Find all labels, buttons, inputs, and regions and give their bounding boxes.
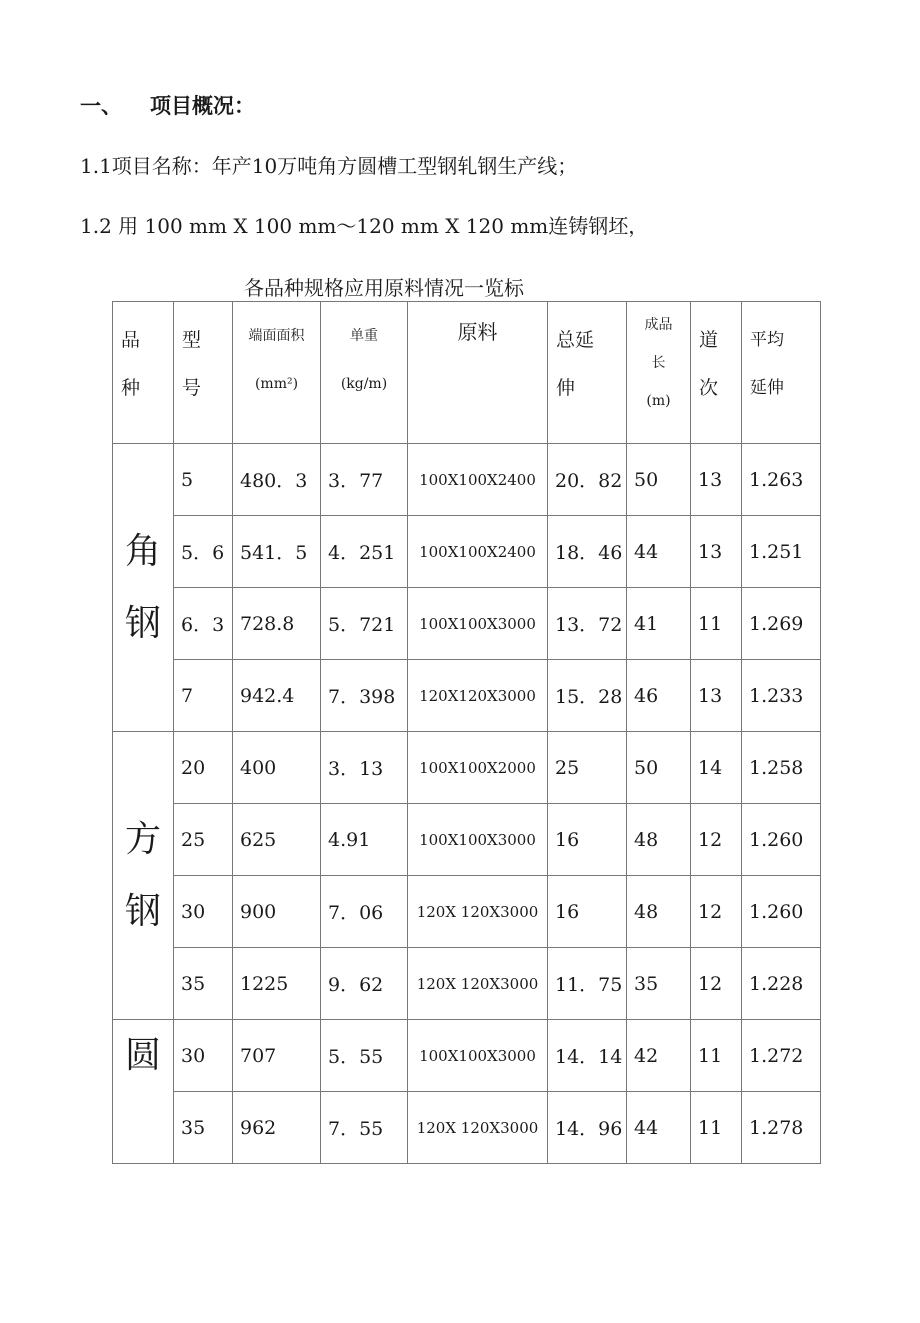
passes-cell: 13 [691,660,742,732]
table-row [113,444,821,516]
avg-elongation-cell: 1.278 [742,1092,821,1164]
area-cell: 1225 [233,948,321,1020]
table-row [113,804,821,876]
total-elongation-cell: 15．28 [548,660,627,732]
weight-cell: 3．13 [321,732,408,804]
length-cell: 50 [627,444,691,516]
weight-cell: 5．55 [321,1020,408,1092]
length-cell: 35 [627,948,691,1020]
total-elongation-cell: 20．82 [548,444,627,516]
model-cell: 35 [174,948,233,1020]
weight-cell: 7．55 [321,1092,408,1164]
passes-cell: 11 [691,1092,742,1164]
total-elongation-cell: 18．46 [548,516,627,588]
passes-cell: 12 [691,876,742,948]
model-cell: 30 [174,1020,233,1092]
model-cell: 20 [174,732,233,804]
avg-elongation-cell: 1.269 [742,588,821,660]
header-unit-weight: 单重 (kg/m) [321,302,408,444]
total-elongation-cell: 14．96 [548,1092,627,1164]
table-row [113,1092,821,1164]
area-cell: 900 [233,876,321,948]
section-title: 项目概况： [150,94,255,118]
avg-elongation-cell: 1.272 [742,1020,821,1092]
avg-elongation-cell: 1.263 [742,444,821,516]
material-cell: 100X100X3000 [408,588,548,660]
passes-cell: 11 [691,588,742,660]
weight-cell: 7．398 [321,660,408,732]
table-row [113,876,821,948]
total-elongation-cell: 16 [548,876,627,948]
length-cell: 41 [627,588,691,660]
area-cell: 625 [233,804,321,876]
weight-cell: 4．251 [321,516,408,588]
header-model: 型 号 [174,302,233,444]
material-cell: 100X100X2000 [408,732,548,804]
length-cell: 44 [627,1092,691,1164]
area-cell: 480．3 [233,444,321,516]
model-cell: 6．3 [174,588,233,660]
table-header-row [113,302,821,444]
passes-cell: 12 [691,948,742,1020]
avg-elongation-cell: 1.260 [742,876,821,948]
length-cell: 42 [627,1020,691,1092]
length-cell: 48 [627,876,691,948]
total-elongation-cell: 14．14 [548,1020,627,1092]
weight-cell: 4.91 [321,804,408,876]
weight-cell: 9．62 [321,948,408,1020]
material-cell: 100X100X2400 [408,444,548,516]
model-cell: 25 [174,804,233,876]
total-elongation-cell: 25 [548,732,627,804]
area-cell: 400 [233,732,321,804]
weight-cell: 3．77 [321,444,408,516]
length-cell: 50 [627,732,691,804]
model-cell: 5 [174,444,233,516]
model-cell: 30 [174,876,233,948]
category-cell-square: 方 钢 [113,732,174,1020]
passes-cell: 11 [691,1020,742,1092]
avg-elongation-cell: 1.258 [742,732,821,804]
model-cell: 5．6 [174,516,233,588]
length-cell: 46 [627,660,691,732]
area-cell: 942.4 [233,660,321,732]
header-variety: 品 种 [113,302,174,444]
area-cell: 541．5 [233,516,321,588]
model-cell: 35 [174,1092,233,1164]
avg-elongation-cell: 1.233 [742,660,821,732]
area-cell: 728.8 [233,588,321,660]
material-cell: 100X100X3000 [408,1020,548,1092]
project-name-line: 1.1项目名称：年产10万吨角方圆槽工型钢轧钢生产线； [80,154,578,178]
material-cell: 120X 120X3000 [408,948,548,1020]
passes-cell: 13 [691,516,742,588]
table-row [113,660,821,732]
material-cell: 100X100X3000 [408,804,548,876]
header-avg-elongation: 平均 延伸 [742,302,821,444]
total-elongation-cell: 13．72 [548,588,627,660]
header-product-length: 成品 长 (m) [627,302,691,444]
area-cell: 707 [233,1020,321,1092]
length-cell: 48 [627,804,691,876]
header-area: 端面面积 (mm²) [233,302,321,444]
material-cell: 120X 120X3000 [408,1092,548,1164]
header-passes: 道 次 [691,302,742,444]
total-elongation-cell: 11．75 [548,948,627,1020]
passes-cell: 14 [691,732,742,804]
model-cell: 7 [174,660,233,732]
avg-elongation-cell: 1.251 [742,516,821,588]
passes-cell: 13 [691,444,742,516]
material-cell: 120X120X3000 [408,660,548,732]
length-cell: 44 [627,516,691,588]
passes-cell: 12 [691,804,742,876]
area-cell: 962 [233,1092,321,1164]
category-cell-round: 圆 [113,1020,174,1164]
spec-table [112,301,821,1164]
weight-cell: 5．721 [321,588,408,660]
section-number: 一、 [80,94,122,118]
material-cell: 120X 120X3000 [408,876,548,948]
avg-elongation-cell: 1.228 [742,948,821,1020]
category-cell-angle: 角 钢 [113,444,174,732]
avg-elongation-cell: 1.260 [742,804,821,876]
raw-material-line: 1.2 用 100 mm X 100 mm～120 mm X 120 mm连铸钢坯， [80,214,649,238]
weight-cell: 7．06 [321,876,408,948]
material-cell: 100X100X2400 [408,516,548,588]
table-row [113,732,821,804]
header-material: 原料 [408,302,548,444]
table-caption: 各品种规格应用原料情况一览标 [244,276,524,300]
table-row [113,948,821,1020]
total-elongation-cell: 16 [548,804,627,876]
table-row [113,516,821,588]
section-heading [80,90,255,120]
table-row [113,1020,821,1092]
table-row [113,588,821,660]
header-total-elongation: 总延 伸 [548,302,627,444]
